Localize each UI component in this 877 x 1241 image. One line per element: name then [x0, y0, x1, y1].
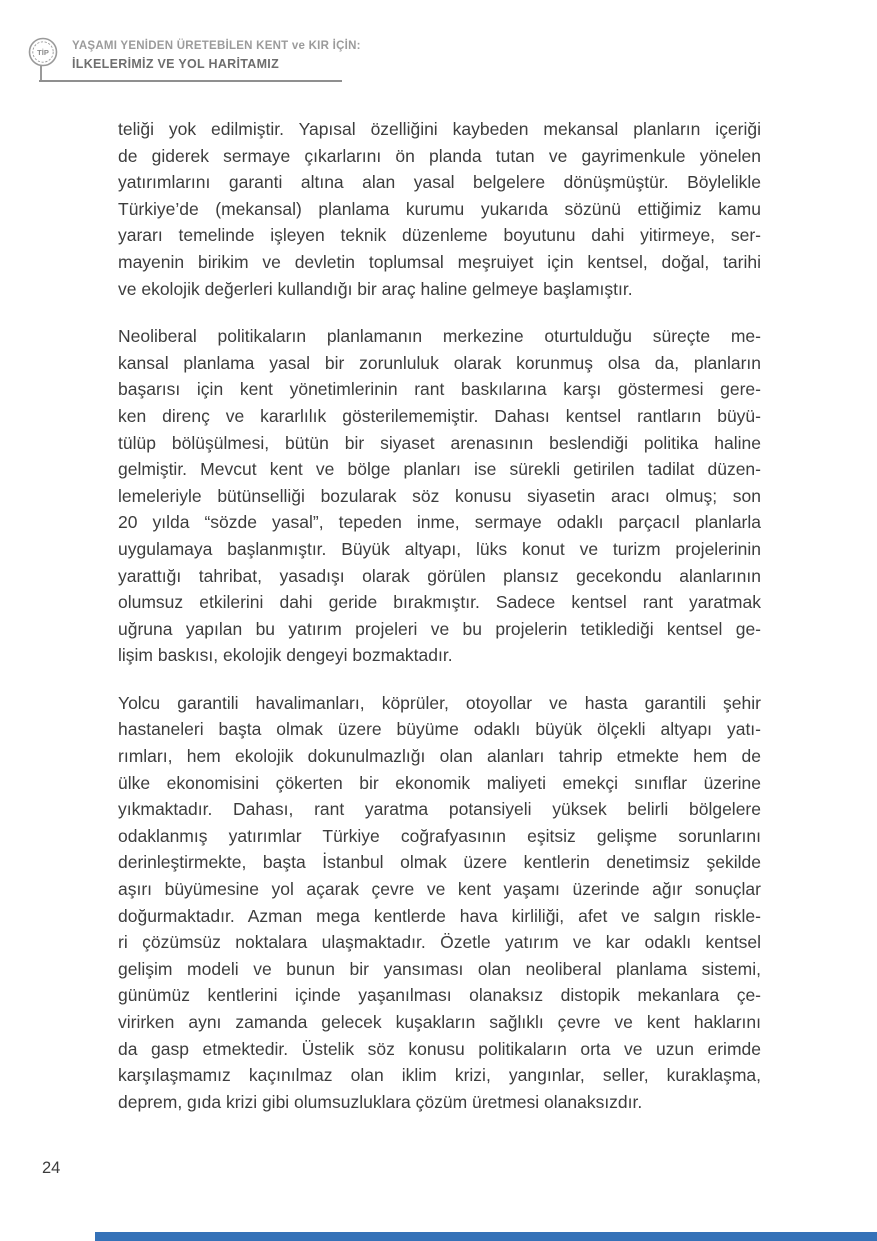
text-line: de giderek sermaye çıkarlarını ön planda tutan ve gayrimenkule yönelen	[118, 145, 761, 166]
text-line: aşırı büyümesine yol açarak çevre ve kent yaşamı üzerinde ağır sonuçlar	[118, 879, 761, 900]
text-line: teliği yok edilmiştir. Yapısal özelliğini kaybeden mekansal planların içeriği	[118, 119, 761, 139]
text-line: karşılaşmamız kaçınılmaz olan iklim krizi, yangınlar, seller, kuraklaşma,	[118, 1065, 761, 1086]
text-line: gelmiştir. Mevcut kent ve bölge planları ise sürekli getirilen tadilat düzen-	[118, 459, 761, 480]
text-line: gelişim modeli ve bunun bir yansıması olan neoliberal planlama sistemi,	[118, 958, 761, 979]
text-line: ve ekolojik değerleri kullandığı bir araç haline gelmeye başlamıştır.	[118, 278, 633, 299]
text-line: yararı temelinde işleyen teknik düzenleme boyutunu dahi yitirmeye, ser-	[118, 225, 761, 246]
text-line: lişim baskısı, ekolojik dengeyi bozmaktadır.	[118, 645, 453, 666]
text-line: yatırımlarını garanti altına alan yasal belgelere dönüşmüştür. Böylelikle	[118, 172, 761, 193]
header-title: İLKELERİMİZ VE YOL HARİTAMIZ	[72, 56, 280, 71]
text-line: Neoliberal politikaların planlamanın merkezine oturtulduğu süreçte me-	[118, 326, 761, 347]
text-line: uğruna yapılan bu yatırım projeleri ve bu projelerin tetiklediği kentsel ge-	[118, 618, 761, 639]
text-line: odaklanmış yatırımlar Türkiye coğrafyasının eşitsiz gelişme sorunlarını	[118, 825, 761, 846]
text-line: rımları, hem ekolojik dokunulmazlığı olan alanları tahrip etmekte hem de	[118, 746, 761, 767]
text-line: da gasp etmektedir. Üstelik söz konusu politikaların orta ve uzun erimde	[118, 1038, 761, 1059]
text-line: hastaneleri başta olmak üzere büyüme odaklı büyük ölçekli altyapı yatı-	[118, 719, 761, 740]
text-line: tülüp bölüşülmesi, bütün bir siyaset arenasının beslendiği politika haline	[118, 432, 761, 453]
text-line: Türkiye’de (mekansal) planlama kurumu yukarıda sözünü ettiğimiz kamu	[118, 198, 761, 219]
text-line: mayenin birikim ve devletin toplumsal meşruiyet için kentsel, doğal, tarihi	[118, 251, 761, 272]
paragraph-1	[118, 116, 761, 302]
text-line: ri çözümsüz noktalara ulaşmaktadır. Özetle yatırım ve kar odaklı kentsel	[118, 932, 761, 953]
page-number: 24	[42, 1159, 61, 1177]
paragraph-3	[118, 690, 761, 1116]
text-line: yıkmaktadır. Dahası, rant yaratma potansiyeli yüksek belirli bölgelere	[118, 799, 761, 820]
text-line: Yolcu garantili havalimanları, köprüler, otoyollar ve hasta garantili şehir	[118, 692, 761, 713]
text-line: doğurmaktadır. Azman mega kentlerde hava kirliliği, afet ve salgın riskle-	[118, 905, 761, 926]
footer-accent-bar	[95, 1232, 877, 1241]
text-line: derinleştirmekte, başta İstanbul olmak üzere kentlerin denetimsiz şekilde	[118, 852, 761, 873]
text-line: başarısı için kent yönetimlerinin rant baskılarına karşı göstermesi gere-	[118, 379, 761, 400]
text-line: lemeleriyle bütünselliği bozularak söz konusu siyasetin aracı olmuş; son	[118, 485, 761, 506]
text-line: ülke ekonomisini çökerten bir ekonomik maliyeti emekçi sınıflar üzerine	[118, 772, 761, 793]
text-line: olumsuz etkilerini dahi geride bırakmıştır. Sadece kentsel rant yaratmak	[118, 592, 761, 613]
text-line: yarattığı tahribat, yasadışı olarak görülen plansız gecekondu alanlarının	[118, 565, 761, 586]
text-line: günümüz kentlerini içinde yaşanılması olanaksız distopik mekanlara çe-	[118, 985, 761, 1006]
text-line: kansal planlama yasal bir zorunluluk olarak korunmuş olsa da, planların	[118, 352, 761, 373]
body-text-column	[118, 116, 761, 1136]
tip-party-logo-icon	[28, 37, 58, 67]
text-line: 20 yılda “sözde yasal”, tepeden inme, sermaye odaklı parçacıl planlarla	[118, 512, 761, 533]
header-connector-line	[40, 66, 42, 81]
text-line: virirken aynı zamanda gelecek kuşakların sağlıklı çevre ve kent haklarını	[118, 1012, 761, 1032]
paragraph-2	[118, 323, 761, 669]
logo-text: TİP	[37, 48, 49, 57]
text-line: ken direnç ve kararlılık gösterilememiştir. Dahası kentsel rantların büyü-	[118, 405, 761, 426]
header-title-block	[72, 41, 361, 70]
text-line: uygulamaya başlanmıştır. Büyük altyapı, lüks konut ve turizm projelerinin	[118, 538, 761, 559]
header-subtitle: YAŞAMI YENİDEN ÜRETEBİLEN KENT ve KIR İÇİN:	[72, 40, 361, 52]
text-line: deprem, gıda krizi gibi olumsuzluklara çözüm üretmesi olanaksızdır.	[118, 1091, 643, 1112]
header-rule-line	[39, 80, 342, 82]
